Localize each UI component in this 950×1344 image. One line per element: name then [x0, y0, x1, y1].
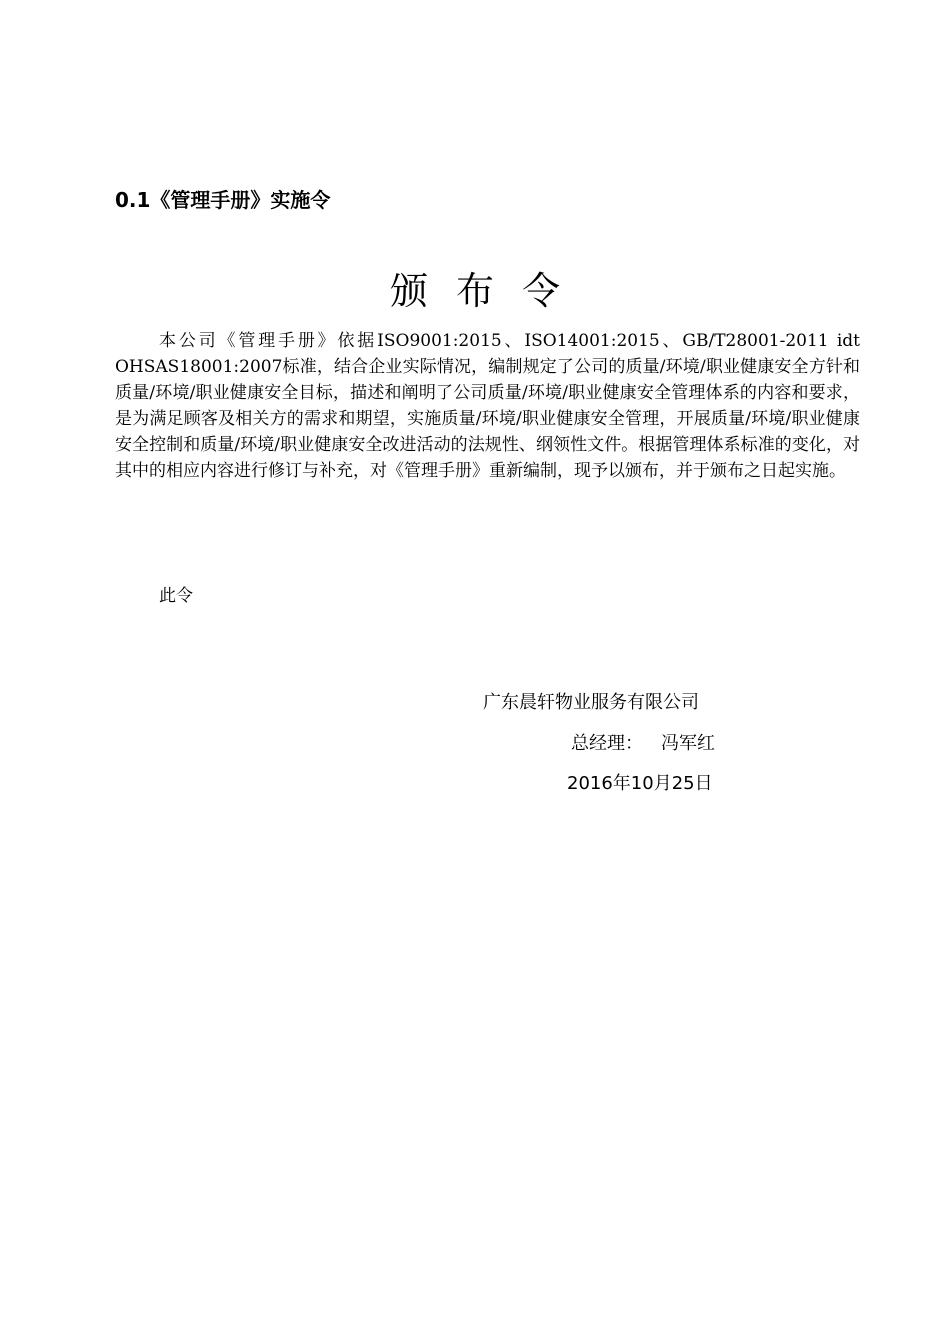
- closing-text: 此令: [159, 586, 193, 606]
- section-heading: 0.1《管理手册》实施令: [115, 188, 331, 212]
- body-paragraph: 本公司《管理手册》依据ISO9001:2015、ISO14001:2015、GB/T28001-2011 idt OHSAS18001:2007标准，结合企业实际情况，编制规定了公司的质量/环境/职业健康安全方针和质量/环境/职业健康安全目标，描述和阐明了公司质量/环境/职业健康安全管理体系的内容和要求，是为满足顾客及相关方的需求和期望，实施质量/环境/职业健康安全管理，开展质量/环境/职业健康安全控制和质量/环境/职业健康安全改进活动的法规性、纲领性文件。根据管理体系标准的变化，对其中的相应内容进行修订与补充，对《管理手册》重新编制，现予以颁布，并于颁布之日起实施。: [115, 331, 860, 481]
- signature-manager: [571, 731, 715, 757]
- signature-company: 广东晨轩物业服务有限公司: [483, 692, 699, 713]
- manager-label: 总经理：: [571, 733, 643, 754]
- decree-title: 颁布令: [389, 269, 588, 313]
- signature-date: 2016年10月25日: [567, 773, 713, 794]
- manager-name: 冯军红: [661, 733, 715, 754]
